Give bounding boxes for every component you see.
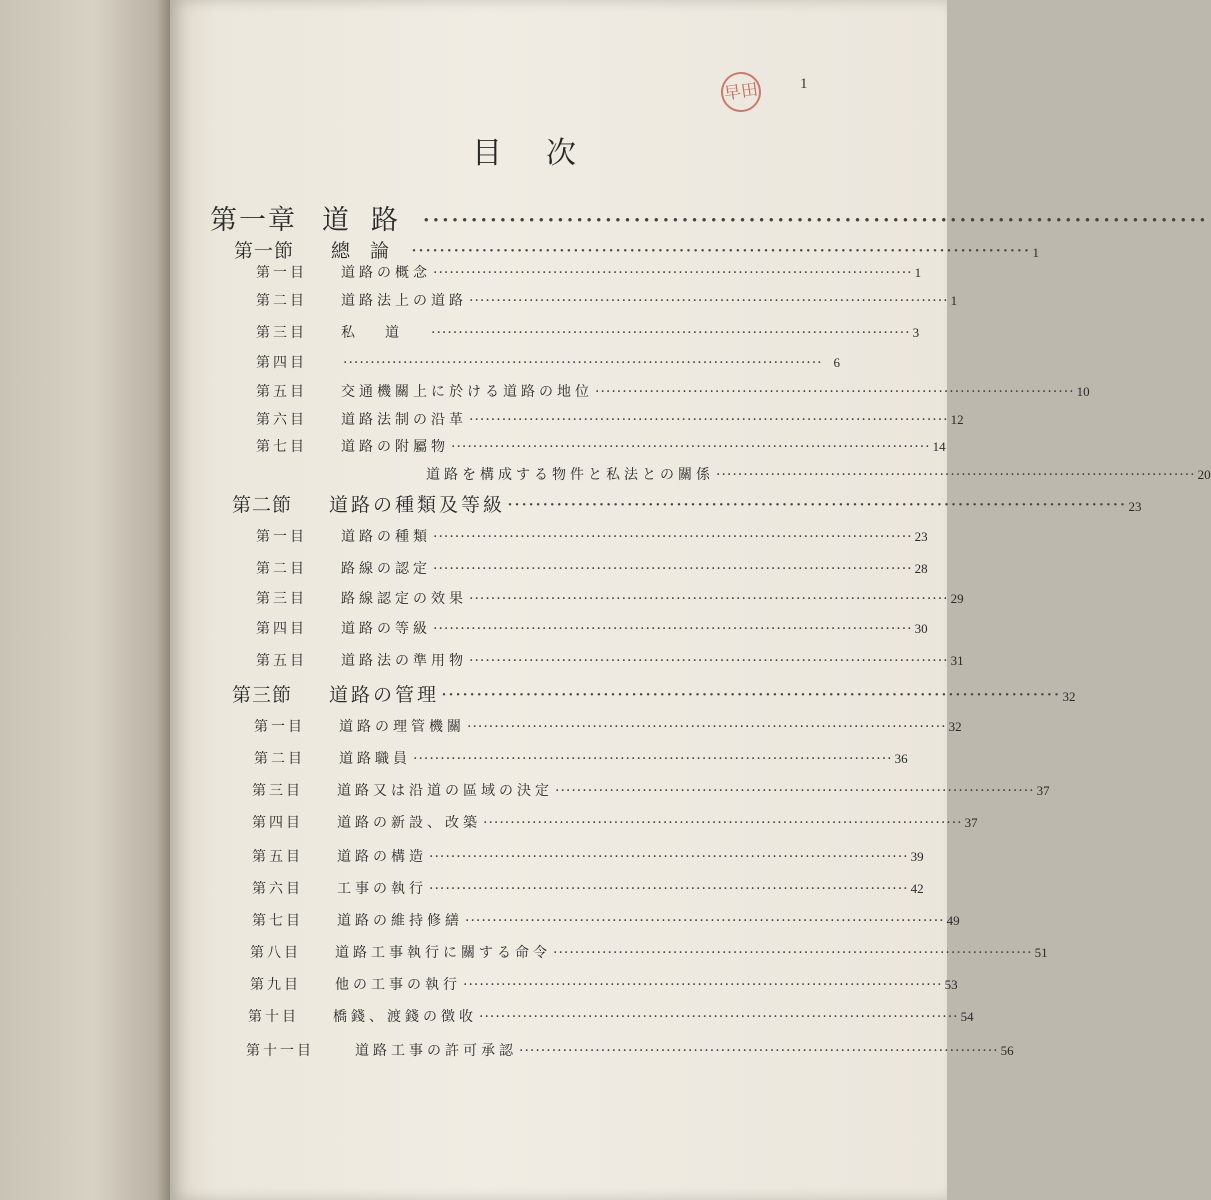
toc-number: 第一目: [256, 265, 307, 281]
toc-page: 49: [946, 913, 960, 928]
toc-title-text: 道路の等級: [341, 621, 431, 637]
toc-page: 39: [910, 849, 924, 864]
toc-number: 第十目: [248, 1009, 299, 1025]
toc-item-row: [256, 618, 928, 638]
toc-item-row: [252, 878, 924, 898]
toc-page: 32: [1062, 689, 1076, 704]
toc-leader: ························································································: [595, 384, 1075, 400]
toc-title-text: 道路の管理: [329, 684, 440, 706]
toc-leader: ························································································: [441, 684, 1061, 706]
toc-leader: ························································································: [483, 815, 963, 831]
toc-leader: ························································································: [479, 1009, 959, 1025]
toc-number: 第四目: [252, 815, 303, 831]
toc-leader: ························································································: [431, 325, 911, 341]
toc-item-row: [256, 262, 922, 282]
page-number: 1: [800, 76, 808, 92]
toc-item-row: [250, 942, 1048, 962]
toc-chapter-row: [210, 198, 1208, 237]
toc-item-row: [252, 846, 924, 866]
toc-item-row: [256, 290, 958, 310]
toc-page: 6: [833, 355, 840, 370]
toc-leader: ························································································: [429, 849, 909, 865]
toc-title-text: 工事の執行: [337, 881, 427, 897]
toc-page: 36: [894, 751, 908, 766]
toc-title: 目次: [472, 136, 620, 171]
toc-page: 14: [932, 439, 946, 454]
toc-page: 23: [914, 529, 928, 544]
toc-number: 第六目: [256, 412, 307, 428]
toc-item-row: [256, 558, 928, 578]
toc-item-row: [256, 650, 964, 670]
toc-leader: ························································································: [469, 293, 949, 309]
toc-leader: ························································································: [716, 467, 1196, 483]
toc-leader: ························································································: [411, 240, 1031, 262]
toc-title-text: 交通機關上に於ける道路の地位: [341, 384, 593, 400]
toc-leader: ··················································································: [422, 205, 1208, 236]
toc-item-row: [254, 748, 908, 768]
toc-leader: ························································································: [519, 1043, 999, 1059]
toc-title-text: 道路の概念: [341, 265, 431, 281]
toc-item-row: [256, 464, 1211, 484]
toc-title-text: 道路の維持修繕: [337, 913, 463, 929]
toc-leader: ························································································: [467, 719, 947, 735]
toc-number: 第三目: [256, 591, 307, 607]
toc-number: 第一章: [210, 205, 297, 236]
toc-title-text: 總論: [331, 240, 410, 262]
toc-number: 第十一目: [246, 1043, 314, 1059]
toc-item-row: [252, 780, 1050, 800]
toc-title-text: 道路法上の道路: [341, 293, 467, 309]
toc-leader: ························································································: [555, 783, 1035, 799]
toc-number: 第一節: [234, 240, 295, 262]
toc-page: 30: [914, 621, 928, 636]
toc-leader: ························································································: [465, 913, 945, 929]
toc-page: 53: [944, 977, 958, 992]
toc-number: 第一目: [256, 529, 307, 545]
toc-leader: ························································································: [343, 355, 823, 371]
toc-page: 1: [914, 265, 922, 280]
toc-number: 第二目: [256, 293, 307, 309]
toc-title-text: 道路の構造: [337, 849, 427, 865]
toc-leader: ························································································: [413, 751, 893, 767]
toc-title-text: 道路工事の許可承認: [355, 1043, 517, 1059]
toc-title-text: 橋錢、渡錢の徴收: [333, 1009, 477, 1025]
toc-number: 第七目: [252, 913, 303, 929]
toc-number: 第八目: [250, 945, 301, 961]
toc-number: 第五目: [256, 384, 307, 400]
red-seal-stamp: 早田: [718, 69, 763, 114]
toc-item-row: [252, 910, 960, 930]
toc-number: 第一目: [254, 719, 305, 735]
toc-page: 10: [1076, 384, 1090, 399]
toc-title-text: 路線認定の效果: [341, 591, 467, 607]
toc-page: 37: [964, 815, 978, 830]
toc-leader: ························································································: [469, 591, 949, 607]
toc-section-row: [232, 680, 1076, 707]
toc-title-text: 道路工事執行に關する命令: [335, 945, 551, 961]
toc-page: 37: [1036, 783, 1050, 798]
toc-leader: ························································································: [469, 653, 949, 669]
toc-number: 第四目: [256, 621, 307, 637]
toc-title-text: 他の工事の執行: [335, 977, 461, 993]
toc-number: 第三目: [252, 783, 303, 799]
toc-number: 第九目: [250, 977, 301, 993]
toc-item-row: [252, 812, 978, 832]
toc-title-text: 道路法の準用物: [341, 653, 467, 669]
toc-title-text: 道路の附屬物: [341, 439, 449, 455]
toc-item-row: [256, 526, 928, 546]
toc-page: 3: [912, 325, 920, 340]
toc-item-row: [250, 974, 958, 994]
toc-page: 1: [1032, 245, 1039, 260]
toc-title-text: 道路法制の沿革: [341, 412, 467, 428]
toc-item-row: [256, 352, 840, 372]
toc-page: 51: [1034, 945, 1048, 960]
toc-title-text: 路線の認定: [341, 561, 431, 577]
toc-leader: ························································································: [553, 945, 1033, 961]
toc-leader: ························································································: [429, 881, 909, 897]
toc-title-text: 私道: [341, 325, 429, 341]
toc-section-row: [234, 236, 1039, 263]
toc-item-row: [256, 322, 920, 342]
toc-page: 56: [1000, 1043, 1014, 1058]
toc-page: 32: [948, 719, 962, 734]
toc-title-text: 道路の理管機關: [339, 719, 465, 735]
toc-number: 第五目: [256, 653, 307, 669]
toc-item-row: [256, 436, 946, 456]
toc-number: 第四目: [256, 355, 307, 371]
toc-number: 第七目: [256, 439, 307, 455]
toc-page: 28: [914, 561, 928, 576]
toc-title-text: 道路又は沿道の區域の決定: [337, 783, 553, 799]
toc-page: 31: [950, 653, 964, 668]
toc-item-row: [248, 1006, 974, 1026]
toc-number: 第二節: [232, 494, 293, 516]
toc-page: 29: [950, 591, 964, 606]
toc-page: 23: [1128, 499, 1142, 514]
facing-page-edge: [0, 0, 170, 1200]
toc-leader: ························································································: [433, 265, 913, 281]
toc-number: 第六目: [252, 881, 303, 897]
toc-item-row: [246, 1040, 1014, 1060]
toc-number: 第五目: [252, 849, 303, 865]
toc-title-text: 道路の新設、改築: [337, 815, 481, 831]
toc-item-row: [254, 716, 962, 736]
toc-leader: ························································································: [463, 977, 943, 993]
toc-number: 第三目: [256, 325, 307, 341]
toc-title-text: 道路を構成する物件と私法との關係: [426, 467, 714, 483]
toc-number: 第二目: [256, 561, 307, 577]
toc-leader: ························································································: [433, 621, 913, 637]
toc-leader: ························································································: [469, 412, 949, 428]
toc-number: 第三節: [232, 684, 293, 706]
toc-leader: ························································································: [433, 561, 913, 577]
toc-item-row: [256, 381, 1090, 401]
toc-title-text: 道路の種類及等級: [329, 494, 506, 516]
toc-item-row: [256, 588, 964, 608]
toc-page: 54: [960, 1009, 974, 1024]
toc-leader: ························································································: [433, 529, 913, 545]
toc-leader: ························································································: [507, 494, 1127, 516]
toc-section-row: [232, 490, 1142, 517]
toc-item-row: [256, 409, 964, 429]
toc-page: 12: [950, 412, 964, 427]
toc-title-text: 道路職員: [339, 751, 411, 767]
toc-title-text: 道路: [322, 205, 420, 236]
toc-number: 第二目: [254, 751, 305, 767]
toc-page: 42: [910, 881, 924, 896]
toc-leader: ························································································: [451, 439, 931, 455]
toc-page: 20: [1197, 467, 1211, 482]
toc-title-text: 道路の種類: [341, 529, 431, 545]
toc-page: 1: [950, 293, 958, 308]
